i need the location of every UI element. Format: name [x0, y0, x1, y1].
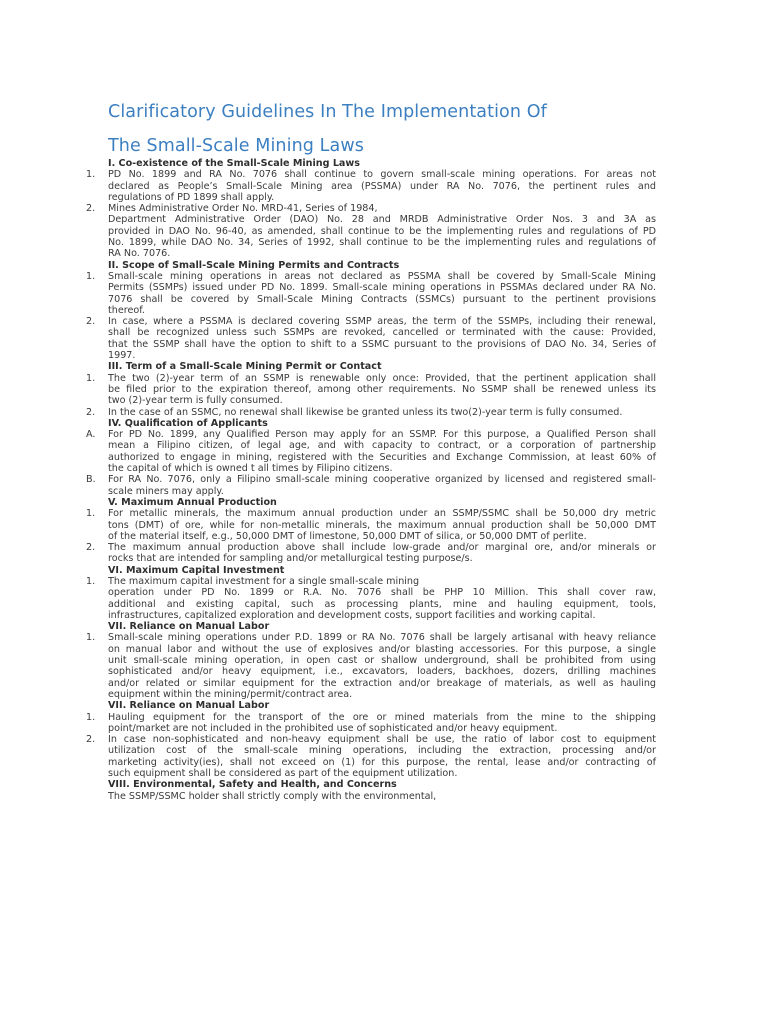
list-item — [84, 271, 656, 316]
text-line: Small-scale mining operations in areas not declared as PSSMA shall be covered by Small-Scale Mining — [108, 270, 656, 282]
list-item — [84, 316, 656, 361]
list-item — [84, 734, 656, 779]
document-title-line-2: The Small-Scale Mining Laws — [108, 136, 364, 156]
list-item-text — [108, 407, 656, 418]
text-line: scale miners may apply. — [108, 485, 224, 497]
text-line: 1997. — [108, 350, 136, 362]
list-marker: 2. — [86, 542, 96, 554]
section-heading: III. Term of a Small-Scale Mining Permit or Contact — [108, 361, 382, 373]
text-line: Permits (SSMPs) issued under PD No. 1899. Small-scale mining operations in PSSMAs declared under RA No. — [108, 282, 656, 294]
list-item-text — [108, 632, 656, 700]
section-heading: VII. Reliance on Manual Labor — [108, 621, 270, 633]
text-line: such equipment shall be considered as part of the equipment utilization. — [108, 768, 458, 780]
text-line: that the SSMP shall have the option to shift to a SSMC pursuant to the provisions of DAO No. 34, Series of — [108, 338, 656, 350]
list-item — [84, 474, 656, 497]
text-line: Small-scale mining operations under P.D. 1899 or RA No. 7076 shall be largely artisanal with heavy reliance — [108, 632, 656, 644]
text-line: In the case of an SSMC, no renewal shall likewise be granted unless its two(2)-year term is fully consumed. — [108, 406, 623, 418]
section-heading: VI. Maximum Capital Investment — [108, 564, 285, 576]
text-line: unit small-scale mining operation, in open cast or shallow underground, shall be prohibited from using — [108, 655, 656, 667]
document-title-line-1: Clarificatory Guidelines In The Implementation Of — [108, 102, 547, 122]
text-line: marketing activity(ies), shall not exceed on (1) for this purpose, the rental, lease and/or contracting of — [108, 756, 656, 768]
text-line: thereof. — [108, 304, 145, 316]
list-item-text — [108, 169, 656, 203]
list-marker: 2. — [86, 203, 96, 215]
section-heading: VIII. Environmental, Safety and Health, and Concerns — [108, 779, 397, 791]
text-line: sophisticated and/or heavy equipment, i.e., excavators, loaders, backhoes, dozers, drilling machines — [108, 666, 656, 678]
list-marker: 1. — [86, 632, 96, 644]
list-marker: 1. — [86, 169, 96, 181]
document-body — [84, 158, 656, 802]
list-item-text — [108, 576, 656, 621]
list-item-text — [108, 712, 656, 735]
text-line: For PD No. 1899, any Qualified Person may apply for an SSMP. For this purpose, a Qualified Person shall — [108, 429, 656, 441]
text-line: operation under PD No. 1899 or R.A. No. 7076 shall be PHP 10 Million. This shall cover raw, — [108, 587, 656, 599]
section-heading: VII. Reliance on Manual Labor — [108, 700, 270, 712]
list-item — [84, 542, 656, 565]
text-line: infrastructures, capitalized exploration and development costs, support facilities and working capital. — [108, 609, 596, 621]
list-item — [84, 429, 656, 474]
text-line: For metallic minerals, the maximum annual production under an SSMP/SSMC shall be 50,000 dry metric — [108, 508, 656, 520]
text-line: declared as People’s Small-Scale Mining area (PSSMA) under RA No. 7076, the pertinent rules and — [108, 180, 656, 192]
text-line: provided in DAO No. 96-40, as amended, shall continue to be the implementing rules and regulations of PD — [108, 225, 656, 237]
list-item-text — [108, 508, 656, 542]
text-line: regulations of PD 1899 shall apply. — [108, 191, 275, 203]
list-item — [84, 576, 656, 621]
text-line: mean a Filipino citizen, of legal age, and with capacity to contract, or a corporation of partnership — [108, 440, 656, 452]
text-line: The maximum capital investment for a single small-scale mining — [108, 575, 420, 587]
text-line: The maximum annual production above shall include low-grade and/or marginal ore, and/or minerals or — [108, 542, 656, 554]
text-line: shall be recognized unless such SSMPs are revoked, cancelled or terminated with the cause: Provided, — [108, 327, 656, 339]
text-line: additional and existing capital, such as processing plants, mine and hauling equipment, tools, — [108, 598, 656, 610]
section-heading: IV. Qualification of Applicants — [108, 417, 268, 429]
list-marker: 2. — [86, 316, 96, 328]
section-heading: I. Co-existence of the Small-Scale Mining Laws — [108, 158, 360, 169]
list-marker: 2. — [86, 734, 96, 746]
text-line: two (2)-year term is fully consumed. — [108, 395, 283, 407]
text-line: Mines Administrative Order No. MRD-41, Series of 1984, — [108, 203, 378, 215]
list-marker: 2. — [86, 406, 96, 418]
text-line: and/or related or similar equipment for the extraction and/or breakage of materials, as well as hauling — [108, 677, 656, 689]
list-marker: A. — [86, 429, 96, 441]
text-line: The two (2)-year term of an SSMP is renewable only once: Provided, that the pertinent application shall — [108, 372, 656, 384]
text-line: tons (DMT) of ore, while for non-metallic minerals, the maximum annual production shall be 50,000 DMT — [108, 519, 656, 531]
list-item — [84, 508, 656, 542]
text-line: point/market are not included in the prohibited use of sophisticated and/or heavy equipment. — [108, 722, 558, 734]
list-marker: 1. — [86, 508, 96, 520]
list-item-text — [108, 542, 656, 565]
list-item-text — [108, 316, 656, 361]
list-marker: 1. — [86, 372, 96, 384]
list-item-text — [108, 271, 656, 316]
list-item-text — [108, 373, 656, 407]
text-line: 7076 shall be covered by Small-Scale Mining Contracts (SSMCs) pursuant to the pertinent provisions — [108, 293, 656, 305]
text-line: For RA No. 7076, only a Filipino small-scale mining cooperative organized by licensed and registered small- — [108, 474, 656, 486]
list-item-text — [108, 474, 656, 497]
text-line: on manual labor and without the use of explosives and/or blasting accessories. For this purpose, a single — [108, 643, 656, 655]
text-line: In case, where a PSSMA is declared covering SSMP areas, the term of the SSMPs, including their renewal, — [108, 316, 656, 328]
text-line: authorized to engage in mining, registered with the Securities and Exchange Commission, at least 60% of — [108, 451, 656, 463]
list-item-text — [108, 429, 656, 474]
text-line: RA No. 7076. — [108, 248, 171, 260]
text-line: No. 1899, while DAO No. 34, Series of 1992, shall continue to be the implementing rules and regulations of — [108, 237, 656, 249]
list-marker: B. — [86, 474, 96, 486]
section-paragraph: The SSMP/SSMC holder shall strictly comply with the environmental, — [108, 790, 437, 802]
text-line: equipment within the mining/permit/contract area. — [108, 688, 353, 700]
text-line: be filed prior to the expiration thereof, among other requirements. No SSMP shall be renewed unless its — [108, 383, 656, 395]
list-marker: 1. — [86, 711, 96, 723]
list-item — [84, 203, 656, 259]
text-line: rocks that are intended for sampling and/or metallurgical testing purpose/s. — [108, 553, 473, 565]
section-heading: V. Maximum Annual Production — [108, 496, 277, 508]
list-marker: 1. — [86, 270, 96, 282]
text-line: utilization cost of the small-scale mining operations, including the extraction, processing and/or — [108, 745, 656, 757]
text-line: Hauling equipment for the transport of the ore or mined materials from the mine to the shipping — [108, 711, 656, 723]
section-heading: II. Scope of Small-Scale Mining Permits and Contracts — [108, 259, 400, 271]
text-line: PD No. 1899 and RA No. 7076 shall continue to govern small-scale mining operations. For areas not — [108, 169, 656, 181]
list-marker: 1. — [86, 575, 96, 587]
list-item — [84, 712, 656, 735]
list-item-text — [108, 734, 656, 779]
text-line: of the material itself, e.g., 50,000 DMT of limestone, 50,000 DMT of silica, or 50,000 DMT of perlite. — [108, 530, 587, 542]
text-line: Department Administrative Order (DAO) No. 28 and MRDB Administrative Order Nos. 3 and 3A as — [108, 214, 656, 226]
list-item-text — [108, 203, 656, 259]
list-item — [84, 169, 656, 203]
list-item — [84, 632, 656, 700]
list-item — [84, 373, 656, 407]
text-line: the capital of which is owned t all times by Filipino citizens. — [108, 463, 393, 475]
list-item — [84, 407, 656, 418]
text-line: In case non-sophisticated and non-heavy equipment shall be use, the ratio of labor cost to equipment — [108, 734, 656, 746]
